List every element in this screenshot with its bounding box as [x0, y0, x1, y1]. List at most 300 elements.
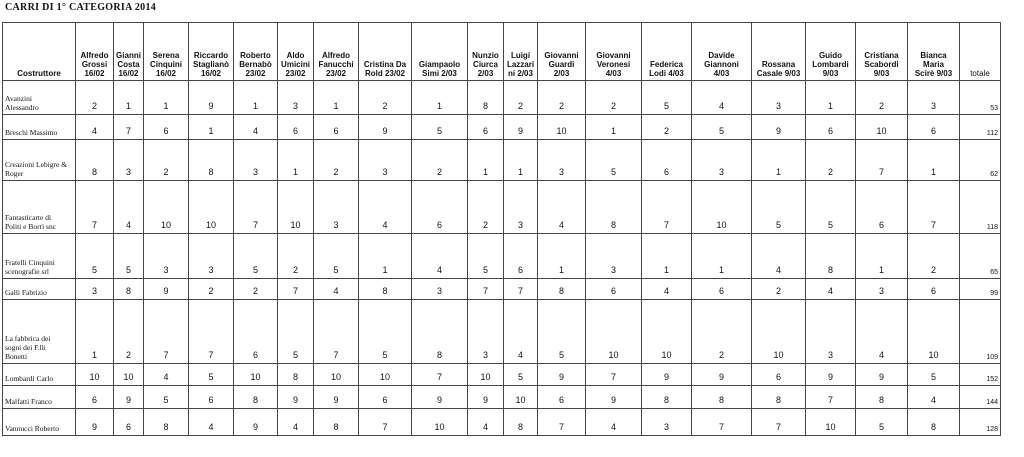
builder-name: [3, 81, 76, 115]
header-line: Politi e Borri snc: [5, 222, 57, 231]
score-cell: 5: [468, 234, 504, 279]
header-line: Guido: [818, 51, 843, 60]
score-cell: 2: [114, 300, 144, 364]
column-header-judge: [114, 23, 144, 81]
score-cell: 5: [504, 364, 538, 386]
score-cell: 1: [856, 234, 908, 279]
score-cell: 3: [144, 234, 189, 279]
score-cell: 3: [692, 140, 752, 181]
score-cell: 4: [114, 181, 144, 234]
score-cell: 3: [468, 300, 504, 364]
score-cell: 7: [144, 300, 189, 364]
score-cell: 6: [359, 386, 412, 409]
total-cell: 152: [960, 364, 1001, 386]
score-cell: 3: [359, 140, 412, 181]
score-cell: 4: [586, 409, 642, 436]
score-cell: 6: [189, 386, 234, 409]
score-cell: 8: [76, 140, 114, 181]
score-cell: 2: [144, 140, 189, 181]
header-line: Galli Fabrizio: [5, 288, 47, 297]
column-header-judge: [412, 23, 468, 81]
score-cell: 8: [114, 279, 144, 300]
column-header-judge: [144, 23, 189, 81]
score-cell: 2: [468, 181, 504, 234]
score-cell: 9: [692, 364, 752, 386]
score-cell: 8: [189, 140, 234, 181]
header-line: Federica: [650, 60, 683, 69]
score-cell: 1: [114, 81, 144, 115]
score-cell: 9: [504, 115, 538, 140]
column-header-judge: [806, 23, 856, 81]
header-line: Avanzini: [5, 94, 32, 103]
score-cell: 10: [908, 300, 960, 364]
score-cell: 6: [144, 115, 189, 140]
score-cell: 3: [76, 279, 114, 300]
header-line: Grossi: [81, 60, 108, 69]
total-cell: 144: [960, 386, 1001, 409]
score-cell: 8: [806, 234, 856, 279]
score-cell: 5: [114, 234, 144, 279]
score-cell: 3: [234, 140, 278, 181]
score-cell: 7: [278, 279, 314, 300]
score-cell: 7: [504, 279, 538, 300]
builder-name: [3, 409, 76, 436]
total-cell: 99: [960, 279, 1001, 300]
score-cell: 8: [692, 386, 752, 409]
score-cell: 8: [359, 279, 412, 300]
score-cell: 1: [538, 234, 586, 279]
score-cell: 4: [856, 300, 908, 364]
header-line: 9/03: [873, 69, 890, 78]
score-cell: 7: [314, 300, 359, 364]
score-cell: 9: [359, 115, 412, 140]
score-cell: 1: [468, 140, 504, 181]
score-cell: 1: [586, 115, 642, 140]
header-line: 23/02: [285, 69, 306, 78]
score-cell: 10: [538, 115, 586, 140]
score-cell: 10: [692, 181, 752, 234]
score-cell: 10: [504, 386, 538, 409]
score-cell: 6: [908, 115, 960, 140]
score-cell: 10: [359, 364, 412, 386]
score-cell: 3: [642, 409, 692, 436]
score-cell: 9: [114, 386, 144, 409]
total-cell: 112: [960, 115, 1001, 140]
header-line: Vannucci Roberto: [5, 424, 59, 433]
score-cell: 1: [504, 140, 538, 181]
header-line: Bianca: [920, 51, 947, 60]
header-line: Lazzari: [506, 60, 535, 69]
column-header-judge: [908, 23, 960, 81]
score-cell: 9: [412, 386, 468, 409]
score-cell: 6: [856, 181, 908, 234]
score-cell: 10: [642, 300, 692, 364]
header-line: Creazioni Lebigre &: [5, 160, 68, 169]
score-cell: 9: [856, 364, 908, 386]
header-line: Bernabò: [239, 60, 272, 69]
header-line: Veronesi: [596, 60, 631, 69]
score-cell: 10: [278, 181, 314, 234]
score-cell: 7: [586, 364, 642, 386]
score-cell: 1: [189, 115, 234, 140]
header-line: Riccardo: [193, 51, 229, 60]
header-line: 2/03: [477, 69, 494, 78]
score-cell: 1: [359, 234, 412, 279]
score-cell: 5: [314, 234, 359, 279]
score-cell: 4: [642, 279, 692, 300]
builder-name: [3, 115, 76, 140]
score-cell: 4: [314, 279, 359, 300]
column-header-judge: [504, 23, 538, 81]
header-line: Roberto: [240, 51, 271, 60]
score-cell: 10: [752, 300, 806, 364]
score-cell: 8: [586, 181, 642, 234]
column-header-judge: [752, 23, 806, 81]
score-cell: 9: [642, 364, 692, 386]
header-line: Lombardi Carlo: [5, 374, 54, 383]
score-cell: 2: [234, 279, 278, 300]
header-line: Cristina Da: [363, 60, 407, 69]
score-cell: 9: [189, 81, 234, 115]
score-cell: 7: [538, 409, 586, 436]
score-cell: 5: [752, 181, 806, 234]
score-cell: 4: [189, 409, 234, 436]
score-cell: 5: [856, 409, 908, 436]
header-line: Alfredo: [80, 51, 109, 60]
score-cell: 4: [908, 386, 960, 409]
header-line: Giovanni: [544, 51, 579, 60]
builder-name: [3, 140, 76, 181]
score-cell: 2: [76, 81, 114, 115]
table-row: [3, 181, 1001, 234]
score-cell: 8: [504, 409, 538, 436]
column-header-judge: [314, 23, 359, 81]
header-line: 16/02: [84, 69, 105, 78]
table-row: [3, 115, 1001, 140]
builder-name: [3, 300, 76, 364]
header-line: La fabbrica dei: [5, 334, 51, 343]
header-line: 2/03: [553, 69, 570, 78]
score-cell: 3: [504, 181, 538, 234]
score-cell: 4: [278, 409, 314, 436]
header-line: Fratelli Cinquini: [5, 258, 55, 267]
score-cell: 7: [412, 364, 468, 386]
score-cell: 4: [412, 234, 468, 279]
builder-name: [3, 386, 76, 409]
header-line: Fanucchi: [318, 60, 354, 69]
score-cell: 9: [586, 386, 642, 409]
score-cell: 3: [412, 279, 468, 300]
header-line: scenografie srl: [5, 267, 49, 276]
score-cell: 7: [189, 300, 234, 364]
score-cell: 1: [692, 234, 752, 279]
score-cell: 8: [856, 386, 908, 409]
score-cell: 2: [538, 81, 586, 115]
total-cell: 118: [960, 181, 1001, 234]
score-cell: 6: [908, 279, 960, 300]
table-row: [3, 81, 1001, 115]
score-cell: 5: [586, 140, 642, 181]
score-cell: 7: [642, 181, 692, 234]
header-line: Rossana: [761, 60, 796, 69]
header-line: Cinquini: [150, 60, 182, 69]
score-cell: 1: [278, 140, 314, 181]
column-header-judge: [586, 23, 642, 81]
header-line: Rold 23/02: [364, 69, 405, 78]
column-header-judge: [538, 23, 586, 81]
header-line: Staglianò: [192, 60, 229, 69]
header-line: Fantasticarte di: [5, 213, 52, 222]
score-cell: 2: [504, 81, 538, 115]
score-cell: 2: [412, 140, 468, 181]
score-cell: 5: [692, 115, 752, 140]
score-cell: 6: [642, 140, 692, 181]
header-line: Lodi 4/03: [649, 69, 684, 78]
score-cell: 5: [234, 234, 278, 279]
score-cell: 10: [412, 409, 468, 436]
header-line: Bonetti: [5, 352, 28, 361]
score-cell: 4: [752, 234, 806, 279]
total-cell: 65: [960, 234, 1001, 279]
score-cell: 8: [468, 81, 504, 115]
header-line: Luigi: [510, 51, 531, 60]
score-cell: 5: [806, 181, 856, 234]
score-cell: 3: [908, 81, 960, 115]
score-cell: 2: [908, 234, 960, 279]
column-header-judge: [692, 23, 752, 81]
header-line: Serena: [152, 51, 180, 60]
score-cell: 6: [468, 115, 504, 140]
score-cell: 3: [856, 279, 908, 300]
score-cell: 8: [642, 386, 692, 409]
total-cell: 128: [960, 409, 1001, 436]
score-cell: 10: [76, 364, 114, 386]
builder-name: [3, 234, 76, 279]
table-row: [3, 409, 1001, 436]
score-cell: 8: [412, 300, 468, 364]
header-line: 9/03: [822, 69, 839, 78]
score-cell: 4: [504, 300, 538, 364]
score-cell: 3: [114, 140, 144, 181]
score-cell: 2: [642, 115, 692, 140]
score-cell: 5: [278, 300, 314, 364]
header-line: Nunzio: [472, 51, 499, 60]
score-cell: 3: [314, 181, 359, 234]
header-line: Maria: [923, 60, 944, 69]
score-cell: 5: [908, 364, 960, 386]
score-cell: 7: [752, 409, 806, 436]
score-cell: 2: [359, 81, 412, 115]
score-cell: 8: [908, 409, 960, 436]
score-cell: 8: [234, 386, 278, 409]
score-cell: 6: [538, 386, 586, 409]
score-cell: 5: [189, 364, 234, 386]
score-cell: 6: [806, 115, 856, 140]
score-cell: 3: [752, 81, 806, 115]
score-cell: 4: [468, 409, 504, 436]
score-cell: 8: [538, 279, 586, 300]
score-cell: 10: [234, 364, 278, 386]
page-title: CARRI DI 1° CATEGORIA 2014: [5, 2, 157, 13]
score-cell: 3: [586, 234, 642, 279]
score-cell: 1: [144, 81, 189, 115]
score-cell: 9: [806, 364, 856, 386]
column-header-builder: Costruttore: [3, 23, 76, 81]
score-cell: 7: [234, 181, 278, 234]
header-line: Malfatti Franco: [5, 397, 52, 406]
score-cell: 4: [144, 364, 189, 386]
score-cell: 9: [314, 386, 359, 409]
score-cell: 6: [412, 181, 468, 234]
score-cell: 3: [538, 140, 586, 181]
score-cell: 9: [752, 115, 806, 140]
score-cell: 9: [468, 386, 504, 409]
score-cell: 3: [806, 300, 856, 364]
header-line: Breschi Massimo: [5, 128, 58, 137]
column-header-judge: [189, 23, 234, 81]
score-cell: 8: [278, 364, 314, 386]
score-cell: 10: [468, 364, 504, 386]
score-cell: 7: [908, 181, 960, 234]
score-cell: 6: [76, 386, 114, 409]
header-line: Alessandro: [5, 103, 39, 112]
score-cell: 5: [144, 386, 189, 409]
header-line: Giampaolo: [418, 60, 461, 69]
score-cell: 10: [114, 364, 144, 386]
score-cell: 1: [76, 300, 114, 364]
table-row: [3, 234, 1001, 279]
score-cell: 6: [692, 279, 752, 300]
column-header-total: totale: [960, 23, 1001, 81]
header-line: Alfredo: [322, 51, 350, 60]
score-cell: 4: [234, 115, 278, 140]
score-cell: 2: [806, 140, 856, 181]
score-cell: 2: [692, 300, 752, 364]
column-header-judge: [468, 23, 504, 81]
total-cell: 62: [960, 140, 1001, 181]
header-line: 4/03: [713, 69, 730, 78]
header-line: Giannoni: [704, 60, 739, 69]
score-cell: 6: [752, 364, 806, 386]
score-cell: 1: [642, 234, 692, 279]
score-cell: 7: [114, 115, 144, 140]
score-cell: 10: [806, 409, 856, 436]
score-cell: 7: [692, 409, 752, 436]
score-cell: 1: [412, 81, 468, 115]
score-cell: 6: [504, 234, 538, 279]
score-cell: 3: [189, 234, 234, 279]
score-cell: 5: [412, 115, 468, 140]
header-line: 16/02: [200, 69, 222, 78]
score-cell: 4: [538, 181, 586, 234]
score-cell: 4: [806, 279, 856, 300]
score-cell: 5: [359, 300, 412, 364]
score-cell: 5: [76, 234, 114, 279]
column-header-judge: [359, 23, 412, 81]
header-line: Simi 2/03: [422, 69, 457, 78]
header-line: 16/02: [155, 69, 177, 78]
column-header-judge: [234, 23, 278, 81]
header-line: Giovanni: [596, 51, 631, 60]
score-cell: 5: [538, 300, 586, 364]
header-line: Davide: [708, 51, 735, 60]
header-line: Costa: [117, 60, 140, 69]
total-cell: 109: [960, 300, 1001, 364]
score-cell: 1: [314, 81, 359, 115]
score-cell: 4: [76, 115, 114, 140]
total-cell: 53: [960, 81, 1001, 115]
header-line: 4/03: [605, 69, 622, 78]
score-cell: 9: [144, 279, 189, 300]
score-cell: 6: [234, 300, 278, 364]
score-cell: 2: [278, 234, 314, 279]
score-cell: 2: [752, 279, 806, 300]
score-cell: 9: [538, 364, 586, 386]
score-cell: 10: [314, 364, 359, 386]
score-cell: 1: [234, 81, 278, 115]
header-line: Casale 9/03: [756, 69, 801, 78]
score-cell: 10: [189, 181, 234, 234]
score-cell: 6: [314, 115, 359, 140]
table-body: [3, 81, 1001, 436]
score-cell: 9: [278, 386, 314, 409]
header-line: ni 2/03: [508, 69, 533, 78]
score-cell: 9: [76, 409, 114, 436]
column-header-judge: [76, 23, 114, 81]
header-line: Gianni: [116, 51, 141, 60]
score-cell: 4: [692, 81, 752, 115]
builder-name: [3, 364, 76, 386]
header-line: Scabordi: [864, 60, 899, 69]
header-line: Scirè 9/03: [914, 69, 953, 78]
builder-name: [3, 279, 76, 300]
scores-table: [2, 22, 1001, 436]
header-line: 16/02: [118, 69, 139, 78]
score-cell: 6: [278, 115, 314, 140]
score-cell: 6: [586, 279, 642, 300]
header-line: Guardi: [548, 60, 575, 69]
score-cell: 1: [908, 140, 960, 181]
builder-name: [3, 181, 76, 234]
header-line: Ciurca: [473, 60, 498, 69]
score-cell: 9: [234, 409, 278, 436]
header-line: Roger: [5, 169, 24, 178]
score-cell: 10: [144, 181, 189, 234]
table-row: [3, 140, 1001, 181]
header-line: Cristiana: [864, 51, 899, 60]
score-cell: 1: [806, 81, 856, 115]
header-line: sogni dei F.lli: [5, 343, 46, 352]
score-cell: 2: [189, 279, 234, 300]
score-cell: 7: [806, 386, 856, 409]
header-line: Lombardi: [812, 60, 849, 69]
table-row: [3, 279, 1001, 300]
score-cell: 5: [642, 81, 692, 115]
table-row: [3, 300, 1001, 364]
score-cell: 4: [359, 181, 412, 234]
column-header-judge: [856, 23, 908, 81]
score-cell: 10: [856, 115, 908, 140]
header-row: [3, 23, 1001, 81]
column-header-judge: [642, 23, 692, 81]
score-cell: 2: [856, 81, 908, 115]
score-cell: 2: [586, 81, 642, 115]
score-cell: 7: [359, 409, 412, 436]
score-cell: 6: [114, 409, 144, 436]
score-cell: 2: [314, 140, 359, 181]
table-row: [3, 386, 1001, 409]
header-line: Umicini: [281, 60, 310, 69]
